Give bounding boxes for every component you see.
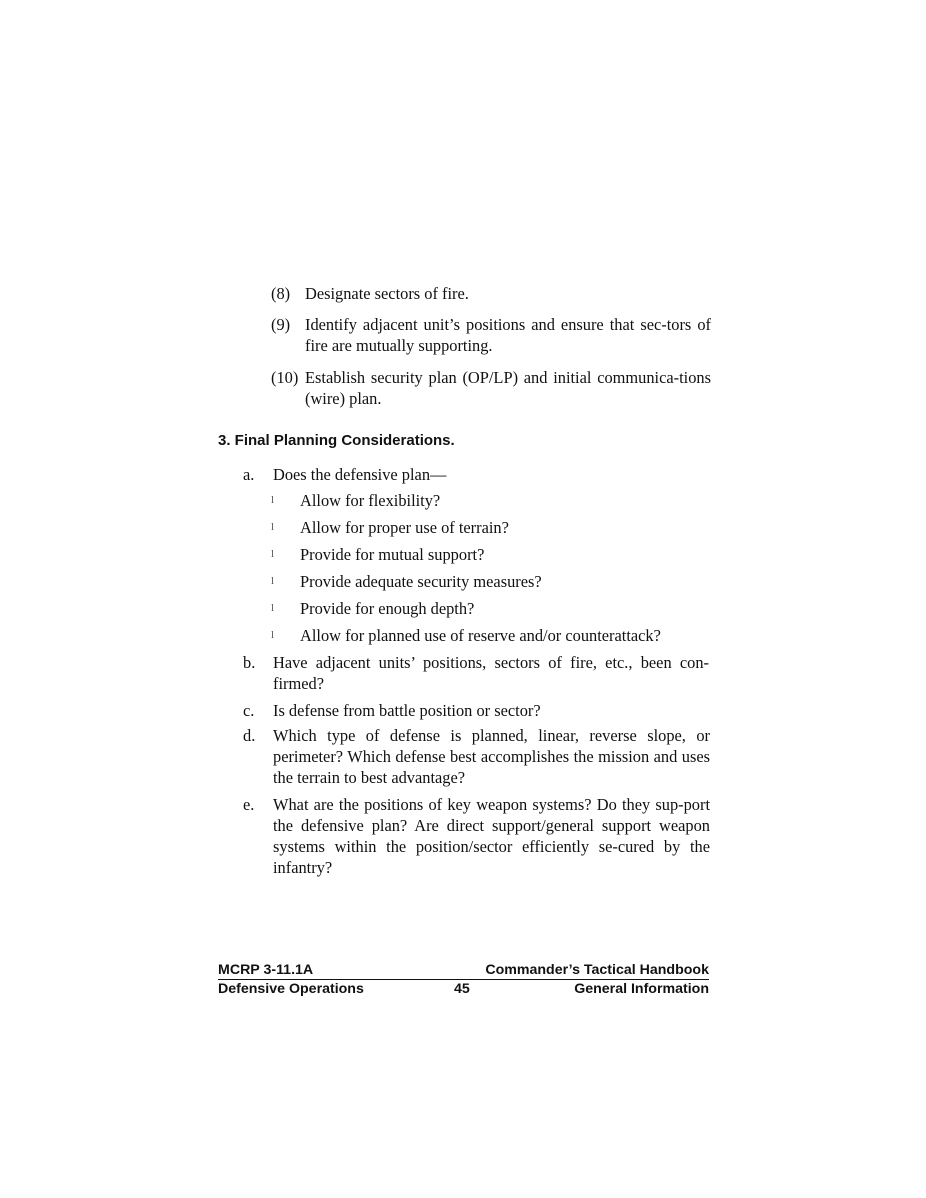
page-number: 45 [454, 981, 470, 997]
item-text: Have adjacent units’ positions, sectors of fire, etc., been con-firmed? [273, 653, 709, 693]
step-number: (10) [271, 368, 299, 387]
bullet-item [271, 625, 711, 646]
footer-top-row [218, 961, 709, 979]
step-item [271, 283, 711, 304]
item-text: Does the defensive plan— [273, 465, 447, 484]
footer-bottom-row [218, 980, 709, 998]
step-text: Identify adjacent unit’s positions and ensure that sec-tors of fire are mutually supporting. [305, 315, 711, 355]
bullet-marker: l [271, 602, 275, 614]
bullet-marker: l [271, 629, 275, 641]
list-item-b [243, 652, 709, 694]
bullet-item [271, 517, 711, 538]
handbook-title: Commander’s Tactical Handbook [485, 962, 709, 978]
bullet-text: Allow for proper use of terrain? [300, 518, 509, 537]
section-name: General Information [574, 981, 709, 997]
bullet-text: Allow for flexibility? [300, 491, 441, 510]
item-text: Is defense from battle position or sector? [273, 701, 541, 720]
page-footer [218, 961, 709, 998]
step-item [271, 314, 711, 356]
publication-number: MCRP 3-11.1A [218, 962, 314, 978]
item-letter: c. [243, 701, 255, 720]
step-number: (8) [271, 284, 291, 303]
bullet-item [271, 490, 711, 511]
bullet-text: Provide for mutual support? [300, 545, 485, 564]
item-text: What are the positions of key weapon systems? Do they sup-port the defensive plan? Are direct support/general support weapon systems within the position/sector efficiently se-cured by the infantry? [273, 795, 710, 877]
step-text: Designate sectors of fire. [305, 284, 469, 303]
bullet-marker: l [271, 521, 275, 533]
item-letter: b. [243, 653, 256, 672]
step-item [271, 367, 711, 409]
list-item-e [243, 794, 710, 878]
bullet-text: Provide adequate security measures? [300, 572, 542, 591]
list-item-d [243, 725, 710, 788]
section-heading: 3. Final Planning Considerations. [218, 432, 455, 449]
bullet-marker: l [271, 548, 275, 560]
bullet-item [271, 544, 711, 565]
bullet-text: Allow for planned use of reserve and/or counterattack? [300, 626, 661, 645]
list-item-a [243, 464, 710, 485]
chapter-name: Defensive Operations [218, 981, 364, 997]
item-text: Which type of defense is planned, linear, reverse slope, or perimeter? Which defense best accomplishes the mission and uses the terrain to best advantage? [273, 726, 710, 787]
bullet-text: Provide for enough depth? [300, 599, 475, 618]
step-number: (9) [271, 315, 291, 334]
list-item-c [243, 700, 710, 721]
bullet-marker: l [271, 494, 275, 506]
bullet-item [271, 598, 711, 619]
item-letter: a. [243, 465, 255, 484]
bullet-item [271, 571, 711, 592]
bullet-marker: l [271, 575, 275, 587]
step-text: Establish security plan (OP/LP) and initial communica-tions (wire) plan. [305, 368, 711, 408]
item-letter: d. [243, 726, 256, 745]
item-letter: e. [243, 795, 255, 814]
